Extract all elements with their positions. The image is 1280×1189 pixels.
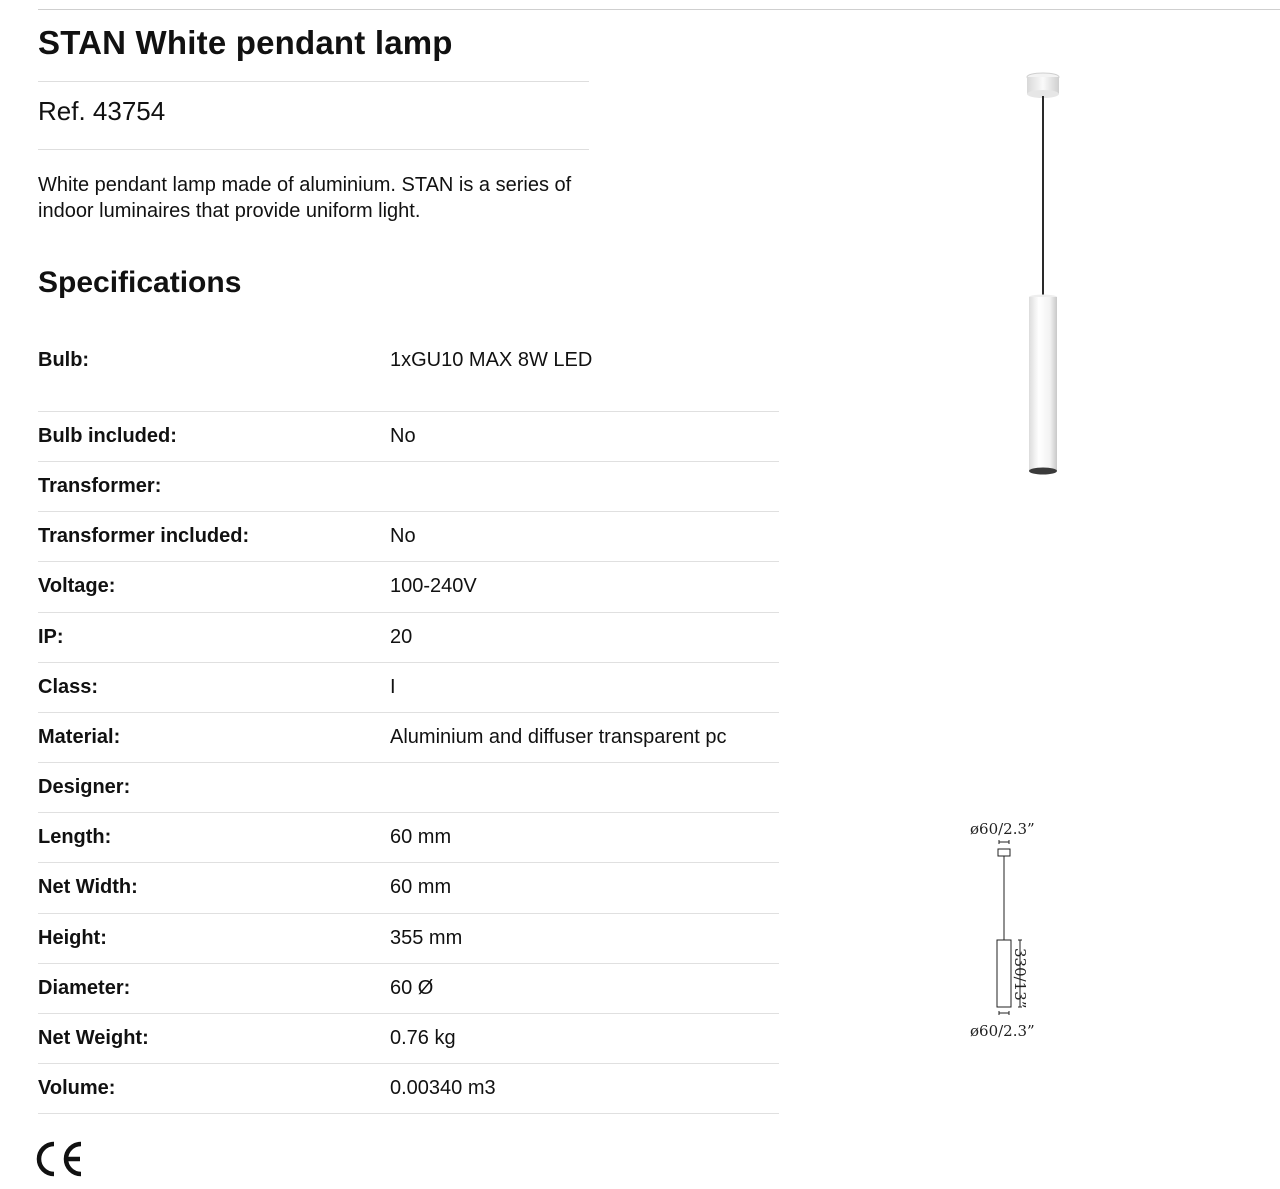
specifications-heading: Specifications — [38, 266, 242, 299]
spec-value: 20 — [390, 625, 413, 648]
spec-value: 60 Ø — [390, 976, 434, 999]
spec-label: Material: — [38, 725, 121, 748]
spec-row-volume — [38, 1064, 779, 1114]
spec-label: Voltage: — [38, 575, 116, 598]
title-divider — [38, 81, 589, 82]
spec-row-class — [38, 663, 779, 713]
spec-label: Net Width: — [38, 876, 138, 899]
spec-label: Volume: — [38, 1077, 116, 1100]
spec-label: Bulb included: — [38, 424, 177, 447]
spec-row-ip — [38, 613, 779, 663]
product-reference: Ref. 43754 — [38, 96, 166, 126]
spec-label: Designer: — [38, 776, 131, 799]
spec-label: IP: — [38, 625, 64, 648]
spec-value: 355 mm — [390, 926, 463, 949]
spec-value: 100-240V — [390, 575, 477, 598]
spec-value: 1xGU10 MAX 8W LED — [390, 349, 593, 371]
spec-label: Class: — [38, 675, 99, 698]
spec-value: No — [390, 424, 416, 447]
reference-divider — [38, 149, 589, 150]
spec-value: 60 mm — [390, 826, 452, 849]
spec-value: No — [390, 525, 416, 548]
bottom-diameter-label: ø60/2.3” — [970, 1022, 1035, 1040]
spec-label: Height: — [38, 926, 107, 949]
top-diameter-label: ø60/2.3” — [970, 820, 1035, 838]
spec-row-transformer — [38, 462, 779, 512]
product-title: STAN White pendant lamp — [38, 24, 453, 61]
spec-row-length — [38, 813, 779, 863]
spec-value: 60 mm — [390, 876, 452, 899]
spec-label: Transformer: — [38, 474, 162, 497]
spec-label: Diameter: — [38, 976, 131, 999]
dimension-diagram — [960, 818, 1060, 1028]
pendant-lamp-photo — [1010, 66, 1080, 486]
spec-row-net-weight — [38, 1014, 779, 1064]
spec-value: I — [390, 675, 396, 698]
spec-row-bulb — [38, 336, 779, 412]
spec-row-material — [38, 713, 779, 763]
spec-row-transformer-included — [38, 512, 779, 562]
spec-label: Net Weight: — [38, 1027, 149, 1050]
spec-row-height — [38, 914, 779, 964]
spec-value: 0.00340 m3 — [390, 1077, 496, 1100]
product-description: White pendant lamp made of aluminium. STAN is a series of indoor luminaires that provide uniform light. — [38, 174, 572, 222]
spec-value: 0.76 kg — [390, 1027, 456, 1050]
spec-label: Bulb: — [38, 349, 90, 371]
height-dimension-label: 330/13” — [1011, 948, 1029, 1009]
spec-row-bulb-included — [38, 412, 779, 462]
ce-mark-icon — [36, 1140, 86, 1178]
spec-label: Length: — [38, 826, 112, 849]
spec-value: Aluminium and diffuser transparent pc — [390, 725, 727, 748]
spec-row-designer — [38, 763, 779, 813]
top-divider — [38, 9, 1280, 10]
spec-label: Transformer included: — [38, 525, 250, 548]
spec-row-voltage — [38, 562, 779, 612]
spec-row-net-width — [38, 863, 779, 913]
spec-row-diameter — [38, 964, 779, 1014]
specifications-table — [38, 336, 779, 1114]
